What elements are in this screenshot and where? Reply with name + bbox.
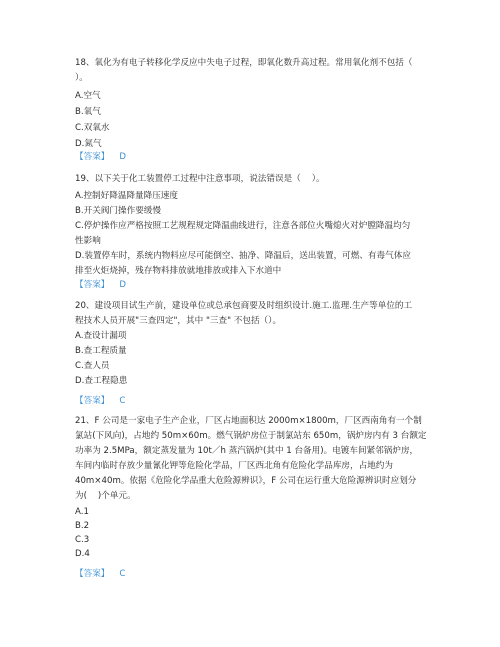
answer-label: 【答案】 [75, 396, 110, 406]
question-text: 18、氧化为有电子转移化学反应中失电子过程，即氧化数升高过程。常用氧化剂不包括（ ）。 [75, 58, 413, 83]
option-c: C.双氧水 [75, 123, 110, 133]
answer-line [75, 394, 125, 408]
answer-line [75, 278, 126, 292]
question-21 [75, 414, 435, 561]
question-text: 21、F 公司是一家电子生产企业，厂区占地面积达 2000m×1800m，厂区西南角有一个制 氯站(下风向)，占地约 50m×60m。燃气锅炉房位于制氯站东 650m，锅炉房内有 3 台额定 功率为 2.5MPa，额定蒸发量为 10t／h 蒸汽锅炉(其中 1 台备用)。电镀车间紧邻锅炉房， 车间内临时存放少量氰化钾等危险化学品，厂区西北角有危险化学品库房，占地约为 40m×40m。依据《危险化学品重大危险源辨识》，F 公司在运行重大危险源辨识时应划分 为( )个单元。 [75, 416, 427, 501]
answer-value: C [119, 396, 126, 406]
answer-value: C [119, 569, 126, 579]
answer-line [75, 150, 126, 164]
answer-value: D [119, 152, 127, 162]
option-d: D.查工程隐患 [75, 376, 128, 386]
option-d: D.装置停车时，系统内物料应尽可能倒空、抽净、降温后，送出装置，可燃、有毒气体应 排至火炬烧掉，残存物料排放就地排放或排入下水道中 [75, 251, 411, 276]
option-b: B.开关阀门操作要缓慢 [75, 206, 161, 216]
options-list [75, 189, 435, 279]
options-list [75, 329, 435, 389]
option-a: A.查设计漏项 [75, 331, 127, 341]
question-19 [75, 172, 435, 279]
options-list [75, 505, 435, 561]
options-list [75, 88, 435, 152]
answer-value: D [119, 280, 127, 290]
answer-line [75, 567, 125, 581]
option-d: D.氮气 [75, 139, 102, 149]
option-b: B.氧气 [75, 107, 101, 117]
question-18 [75, 56, 435, 152]
option-b: B.2 [75, 521, 90, 531]
option-c: C.查人员 [75, 361, 110, 371]
option-c: C.停炉操作应严格按照工艺规程规定降温曲线进行，注意各部位火嘴熄火对炉膛降温均匀 性影响 [75, 221, 411, 246]
option-c: C.3 [75, 535, 90, 545]
option-a: A.1 [75, 507, 89, 517]
question-20 [75, 299, 435, 389]
option-b: B.查工程质量 [75, 346, 127, 356]
answer-label: 【答案】 [75, 280, 110, 290]
option-a: A.空气 [75, 91, 101, 101]
option-d: D.4 [75, 549, 90, 559]
option-a: A.控制好降温降量降压速度 [75, 191, 178, 201]
answer-label: 【答案】 [75, 152, 110, 162]
question-text: 19、以下关于化工装置停工过程中注意事项，说法错误是（ ）。 [75, 174, 325, 184]
question-text: 20、建设项目试生产前，建设单位或总承包商要及时组织设计.施工.监理.生产等单位的工 程技术人员开展"三查四定"，其中 "三查" 不包括（）。 [75, 301, 413, 326]
answer-label: 【答案】 [75, 569, 110, 579]
